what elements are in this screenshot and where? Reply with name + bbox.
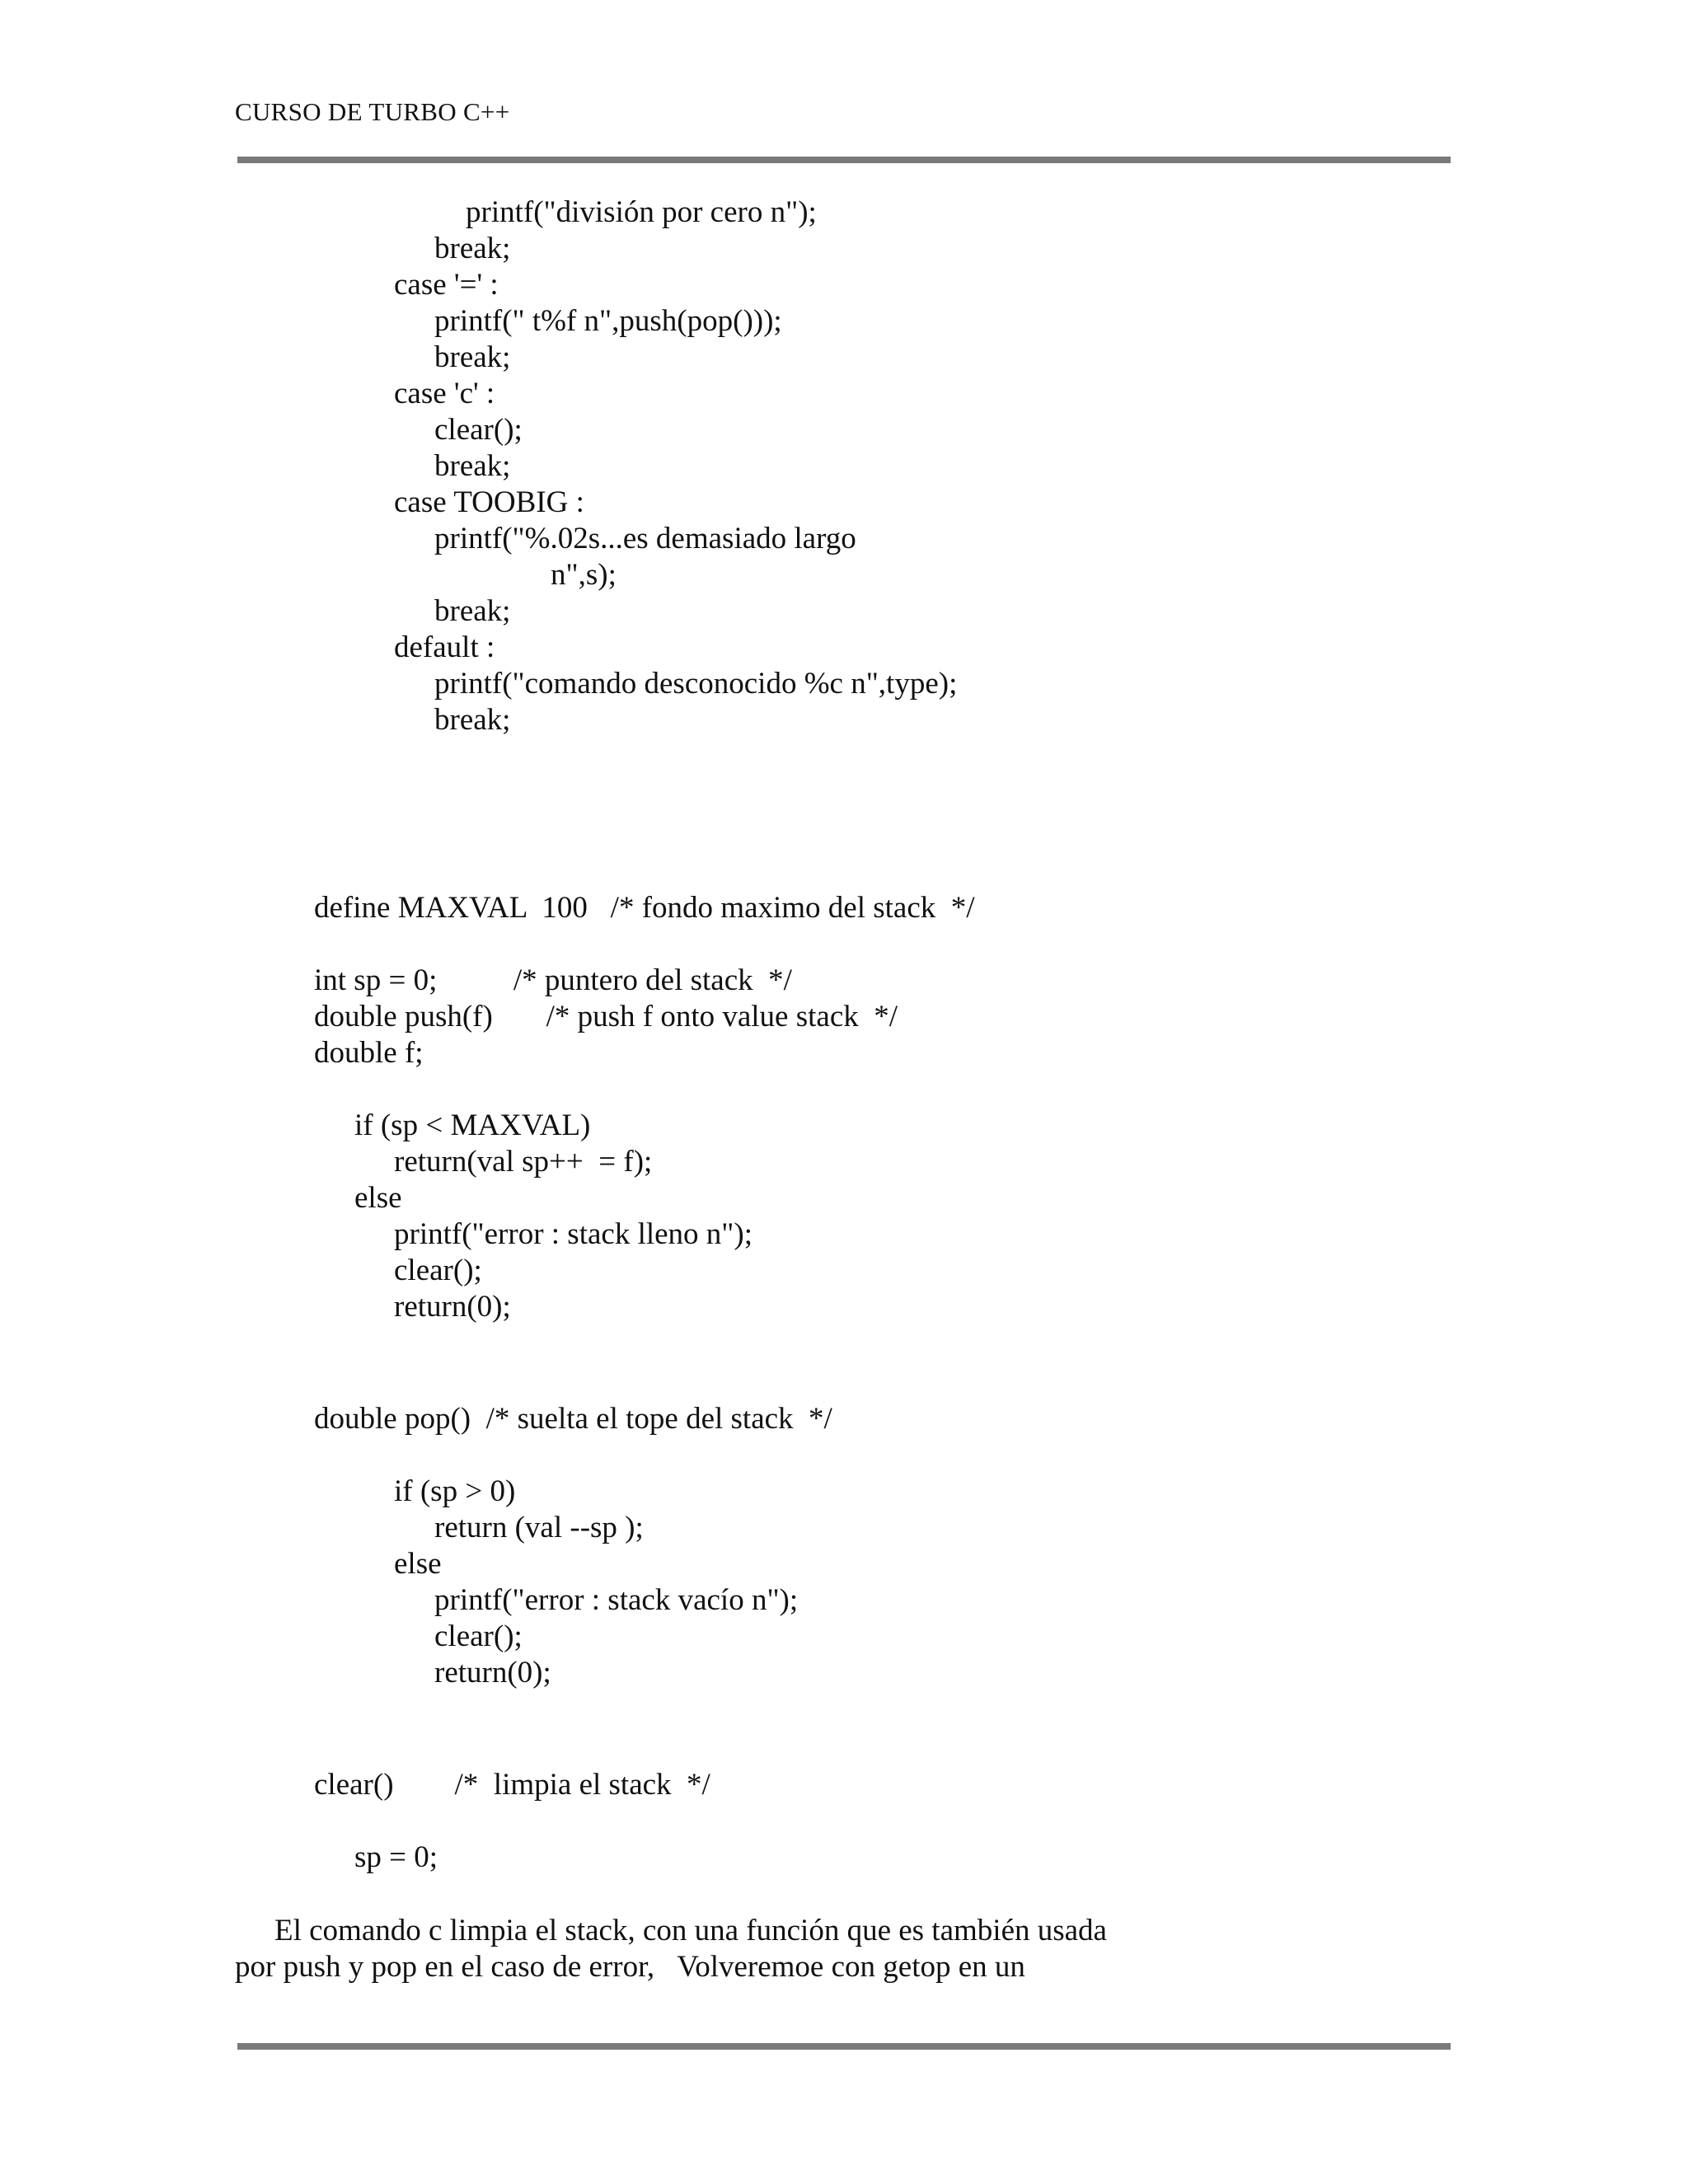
code-line: break; xyxy=(434,703,511,737)
code-line: return(val sp++ = f); xyxy=(394,1145,653,1179)
code-line: printf("división por cero n"); xyxy=(466,195,817,229)
page-header-title: CURSO DE TURBO C++ xyxy=(235,97,510,126)
code-line: return(0); xyxy=(394,1290,511,1324)
code-line: clear() /* limpia el stack */ xyxy=(314,1768,710,1802)
code-line: double push(f) /* push f onto value stack */ xyxy=(314,1000,898,1033)
code-line: if (sp < MAXVAL) xyxy=(354,1108,591,1142)
code-line: clear(); xyxy=(434,413,523,447)
code-line: case '=' : xyxy=(394,268,499,302)
code-line: clear(); xyxy=(434,1619,523,1653)
paragraph-line: El comando c limpia el stack, con una función que es también usada xyxy=(274,1914,1107,1947)
code-line: case TOOBIG : xyxy=(394,485,584,519)
code-line: else xyxy=(394,1547,442,1581)
code-line: return (val --sp ); xyxy=(434,1511,644,1544)
code-line: define MAXVAL 100 /* fondo maximo del stack */ xyxy=(314,891,975,925)
code-line: printf(" t%f n",push(pop())); xyxy=(434,304,782,338)
paragraph-line: por push y pop en el caso de error, Volveremoe con getop en un xyxy=(235,1950,1025,1984)
code-line: case 'c' : xyxy=(394,377,495,410)
code-line: clear(); xyxy=(394,1254,482,1287)
code-line: default : xyxy=(394,630,495,664)
code-line: printf("error : stack lleno n"); xyxy=(394,1217,753,1251)
code-line: int sp = 0; /* puntero del stack */ xyxy=(314,963,792,997)
code-line: double f; xyxy=(314,1036,424,1070)
code-line: break; xyxy=(434,232,511,265)
code-line: n",s); xyxy=(551,558,617,592)
code-line: break; xyxy=(434,340,511,374)
code-line: printf("%.02s...es demasiado largo xyxy=(434,522,856,555)
code-line: double pop() /* suelta el tope del stack */ xyxy=(314,1402,832,1436)
code-line: if (sp > 0) xyxy=(394,1474,516,1508)
code-line: break; xyxy=(434,449,511,483)
code-line: printf("comando desconocido %c n",type); xyxy=(434,667,958,701)
code-line: else xyxy=(354,1181,402,1215)
code-line: break; xyxy=(434,594,511,628)
code-line: printf("error : stack vacío n"); xyxy=(434,1583,799,1617)
header-rule xyxy=(237,157,1451,163)
footer-rule xyxy=(237,2043,1451,2050)
code-line: return(0); xyxy=(434,1656,551,1690)
code-line: sp = 0; xyxy=(354,1840,438,1874)
